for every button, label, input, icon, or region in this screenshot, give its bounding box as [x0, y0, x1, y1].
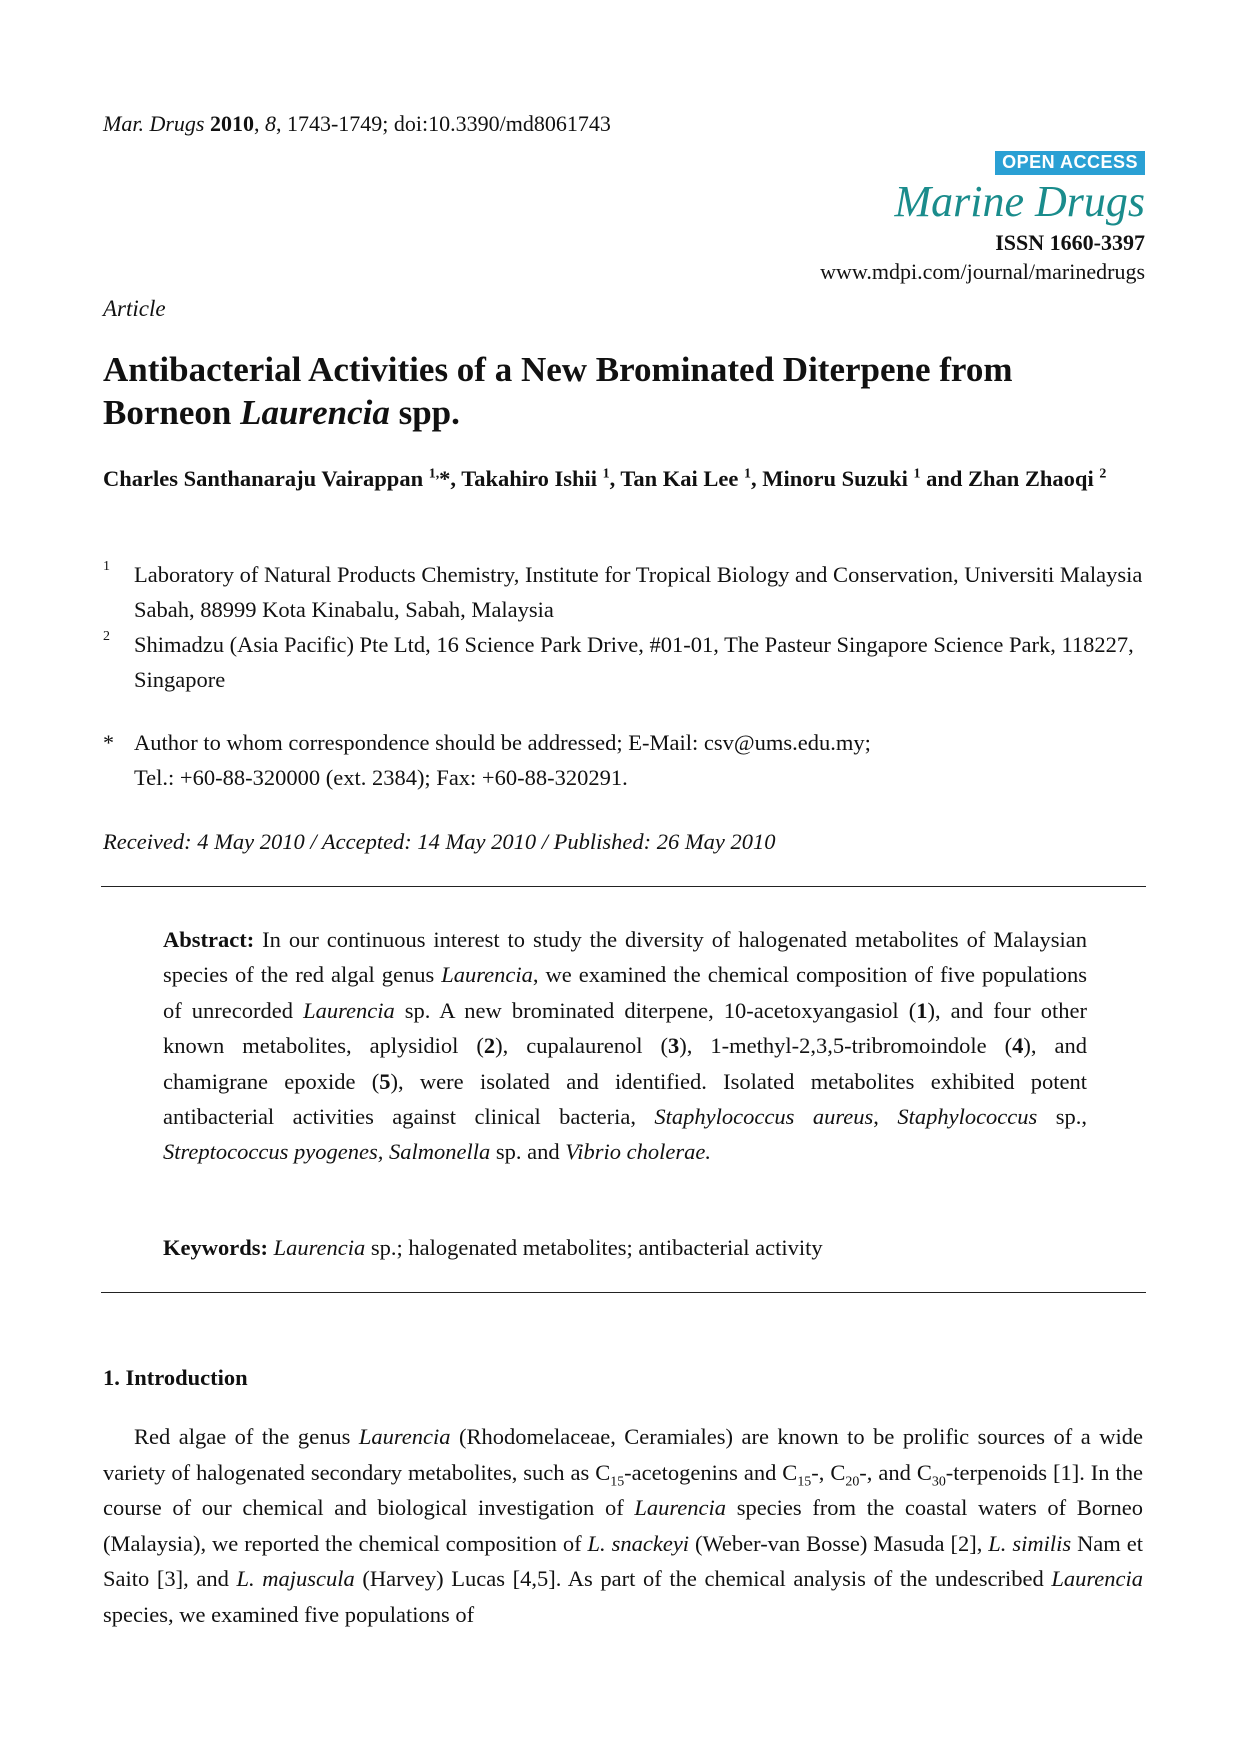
- citation-line: Mar. Drugs 2010, 8, 1743-1749; doi:10.3390/md8061743: [103, 111, 611, 136]
- author-name: Minoru Suzuki: [762, 466, 908, 491]
- author-list: Charles Santhanaraju Vairappan $^{1,}$*, Takahiro Ishii $^1$, Tan Kai Lee $^1$, Minoru Suzuki $^1$ and Zhan Zhaoqi $^2$: [103, 466, 1107, 491]
- affiliation-marker: 1: [103, 559, 110, 574]
- divider-bottom: [101, 1292, 1146, 1293]
- abstract-label: Abstract:: [163, 927, 255, 952]
- affiliation-marker: 2: [103, 629, 110, 644]
- affiliation-2: [103, 627, 1143, 697]
- affiliation-text: Laboratory of Natural Products Chemistry, Institute for Tropical Biology and Conservation, Universiti Malaysia Sabah, 88999 Kota Kinabalu, Sabah, Malaysia: [134, 562, 1143, 622]
- journal-issn: ISSN 1660-3397: [995, 230, 1145, 255]
- journal-url[interactable]: www.mdpi.com/journal/marinedrugs: [820, 259, 1145, 284]
- open-access-badge: OPEN ACCESS: [995, 151, 1145, 175]
- author-name: Tan Kai Lee: [620, 466, 739, 491]
- affiliation-1: [103, 557, 1143, 627]
- paper-title: Antibacterial Activities of a New Brominated Diterpene from Borneon Laurencia spp.: [103, 350, 1013, 432]
- keywords: Keywords: Laurencia sp.; halogenated metabolites; antibacterial activity: [163, 1235, 823, 1260]
- section-heading: 1. Introduction: [103, 1365, 248, 1390]
- introduction-paragraph: Red algae of the genus Laurencia (Rhodomelaceae, Ceramiales) are known to be prolific sources of a wide variety of halogenated secondary metabolites, such as $C_{15}$-acetogenins and $C_{15}-$, $C_{20}-$, and $C_{30}$-terpenoids [1]. In the course of our chemical and biological investigation of Laurencia species from the coastal waters of Borneo (Malaysia), we reported the chemical composition of L. snackeyi (Weber-van Bosse) Masuda [2], L. similis Nam et Saito [3], and L. majuscula (Harvey) Lucas [4,5]. As part of the chemical analysis of the undescribed Laurencia species, we examined five populations of: [103, 1424, 1143, 1627]
- article-type: Article: [103, 296, 166, 321]
- author-name: Zhan Zhaoqi: [968, 466, 1094, 491]
- correspondence-note: * Author to whom correspondence should be addressed; E-Mail: csv@ums.edu.my; Tel.: +60-88-320000 (ext. 2384); Fax: +60-88-320291.: [103, 725, 1143, 795]
- correspondence-marker: *: [103, 730, 114, 755]
- affiliation-text: Shimadzu (Asia Pacific) Pte Ltd, 16 Science Park Drive, #01-01, The Pasteur Singapore Science Park, 118227, Singapore: [134, 632, 1134, 692]
- abstract: Abstract: In our continuous interest to study the diversity of halogenated metabolites of Malaysian species of the red algal genus Laurencia, we examined the chemical composition of five populations of unrecorded Laurencia sp. A new brominated diterpene, 10-acetoxyangasiol (1), and four other known metabolites, aplysidiol (2), cupalaurenol (3), 1-methyl-2,3,5-tribromoindole (4), and chamigrane epoxide (5), were isolated and identified. Isolated metabolites exhibited potent antibacterial activities against clinical bacteria, Staphylococcus aureus, Staphylococcus sp., Streptococcus pyogenes, Salmonella sp. and Vibrio cholerae.: [163, 927, 1088, 1165]
- divider-top: [101, 886, 1146, 887]
- publication-dates: Received: 4 May 2010 / Accepted: 14 May 2010 / Published: 26 May 2010: [103, 829, 776, 854]
- author-name: Takahiro Ishii: [461, 466, 597, 491]
- keywords-label: Keywords:: [163, 1235, 268, 1260]
- author-name: Charles Santhanaraju Vairappan: [103, 466, 424, 491]
- journal-name: Marine Drugs: [894, 177, 1145, 226]
